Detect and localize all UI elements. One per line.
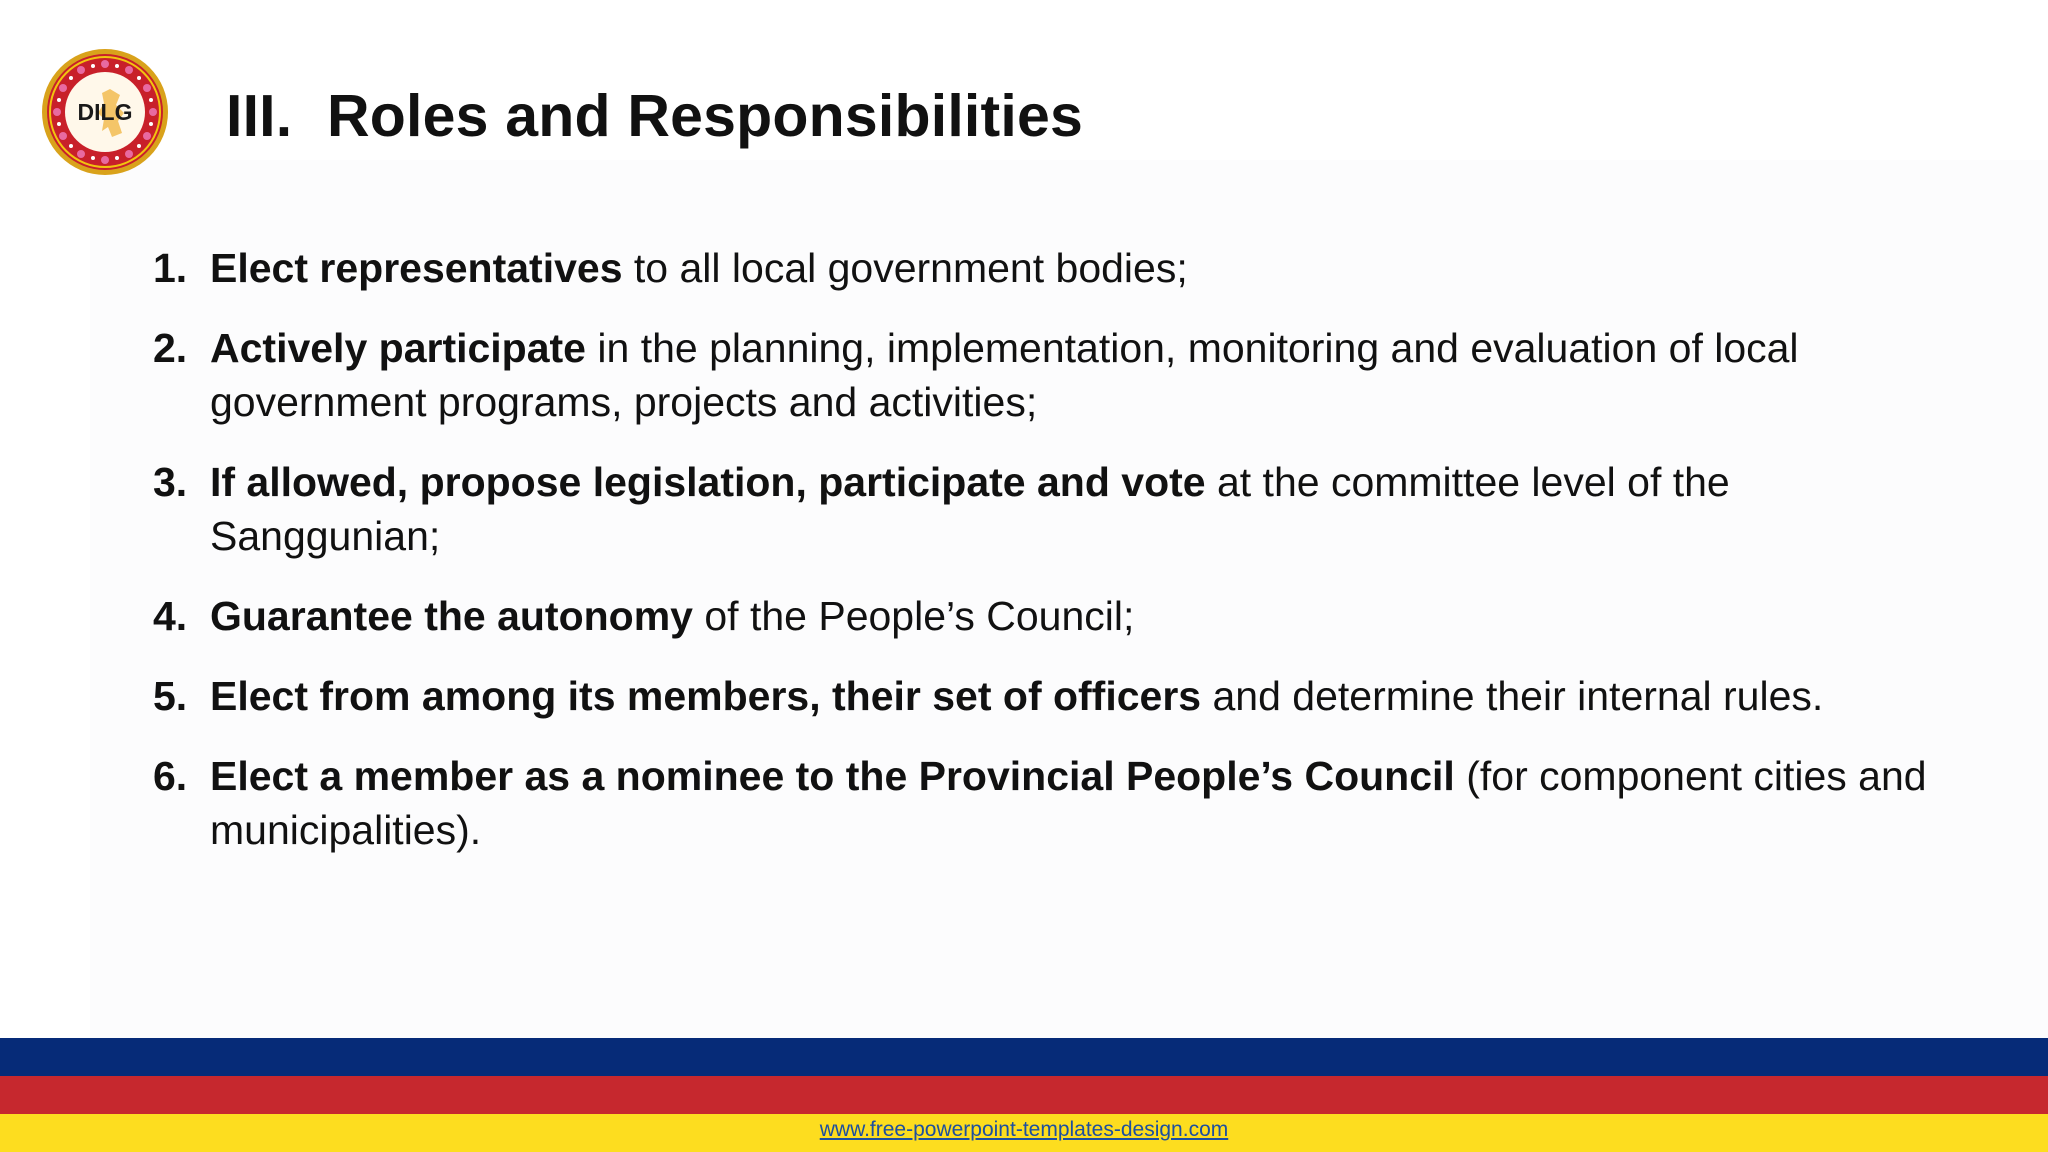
dilg-seal-logo xyxy=(40,47,170,177)
item-text: to all local government bodies; xyxy=(622,245,1188,291)
list-item xyxy=(150,321,1950,429)
item-number: 5. xyxy=(153,673,188,719)
item-text: (for component cities and municipalities). xyxy=(210,753,1927,853)
list-item xyxy=(150,241,1950,295)
slide-title xyxy=(226,80,1083,152)
title-number: III. xyxy=(226,83,293,149)
list-item xyxy=(150,669,1950,723)
item-text: in the planning, implementation, monitoring and evaluation of local government programs, projects and activities; xyxy=(210,325,1799,425)
responsibilities-list xyxy=(150,241,1950,883)
item-number: 6. xyxy=(153,753,188,799)
item-bold-text: Guarantee the autonomy xyxy=(210,593,693,639)
svg-text:DILG: DILG xyxy=(77,99,133,125)
item-text: of the People’s Council; xyxy=(692,593,1135,639)
item-number: 2. xyxy=(153,325,188,371)
footer-stripe-blue xyxy=(0,1038,2048,1076)
item-bold-text: Elect a member as a nominee to the Provincial People’s Council xyxy=(210,753,1455,799)
item-text: and determine their internal rules. xyxy=(1201,673,1824,719)
item-text: at the committee level of the Sanggunian; xyxy=(210,459,1730,559)
item-bold-text: Elect representatives xyxy=(210,245,623,291)
item-number: 1. xyxy=(153,245,188,291)
title-text: Roles and Responsibilities xyxy=(327,83,1083,149)
item-bold-text: If allowed, propose legislation, participate and vote xyxy=(210,459,1206,505)
item-bold-text: Actively participate xyxy=(210,325,586,371)
list-item xyxy=(150,455,1950,563)
footer-website-link[interactable]: www.free-powerpoint-templates-design.com xyxy=(819,1118,1229,1141)
footer-stripe-red xyxy=(0,1076,2048,1114)
item-number: 3. xyxy=(153,459,188,505)
list-item xyxy=(150,589,1950,643)
list-item xyxy=(150,749,1950,857)
item-number: 4. xyxy=(153,593,188,639)
item-bold-text: Elect from among its members, their set of officers xyxy=(210,673,1202,719)
